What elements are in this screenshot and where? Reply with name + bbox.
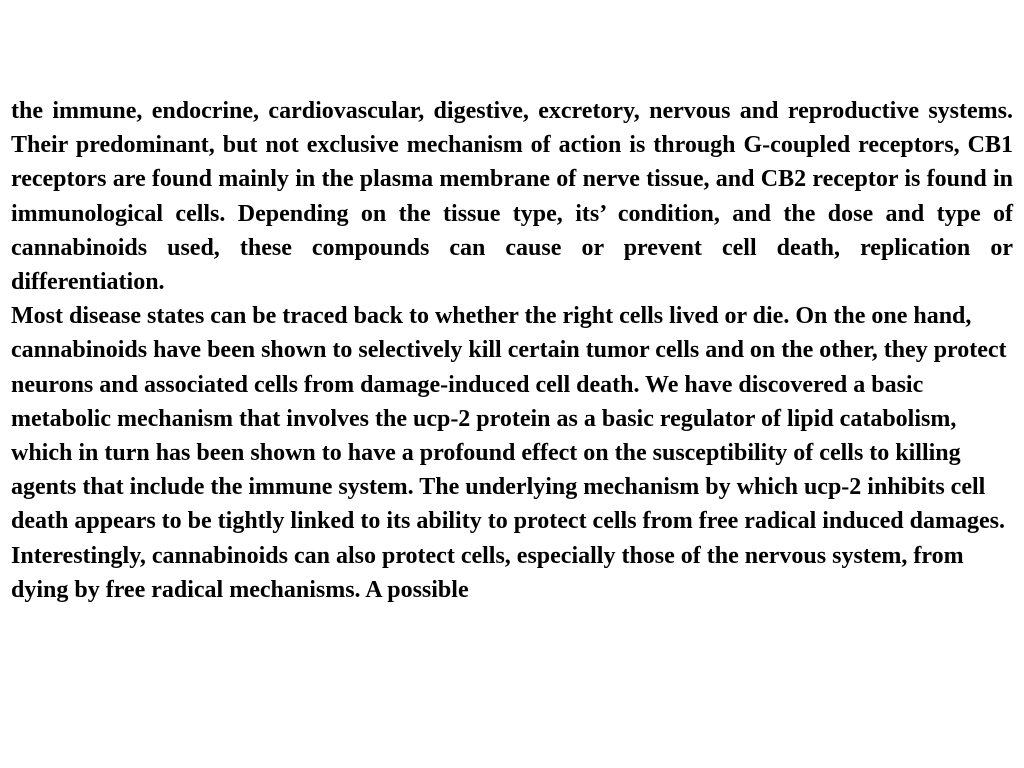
paragraph-cannabinoid-mechanism: the immune, endocrine, cardiovascular, digestive, excretory, nervous and reproductive systems. Their predominant, but not exclusive mechanism of action is through G-coupled receptors, CB1 receptors are found mainly in the plasma membrane of nerve tissue, and CB2 receptor is found in immunological cells. Depending on the tissue type, its’ condition, and the dose and type of cannabinoids used, these compounds can cause or prevent cell death, replication or differentiation.	[11, 98, 1013, 296]
paragraph-disease-states: Most disease states can be traced back to whether the right cells lived or die. On the one hand, cannabinoids have been shown to selectively kill certain tumor cells and on the other, they protect neurons and associated cells from damage-induced cell death. We have discovered a basic metabolic mechanism that involves the ucp-2 protein as a basic regulator of lipid catabolism, which in turn has been shown to have a profound effect on the susceptibility of cells to killing agents that include the immune system. The underlying mechanism by which ucp-2 inhibits cell death appears to be tightly linked to its ability to protect cells from free radical induced damages. Interestingly, cannabinoids can also protect cells, especially those of the nervous system, from dying by free radical mechanisms. A possible	[11, 303, 1007, 603]
document-body	[11, 94, 1013, 607]
